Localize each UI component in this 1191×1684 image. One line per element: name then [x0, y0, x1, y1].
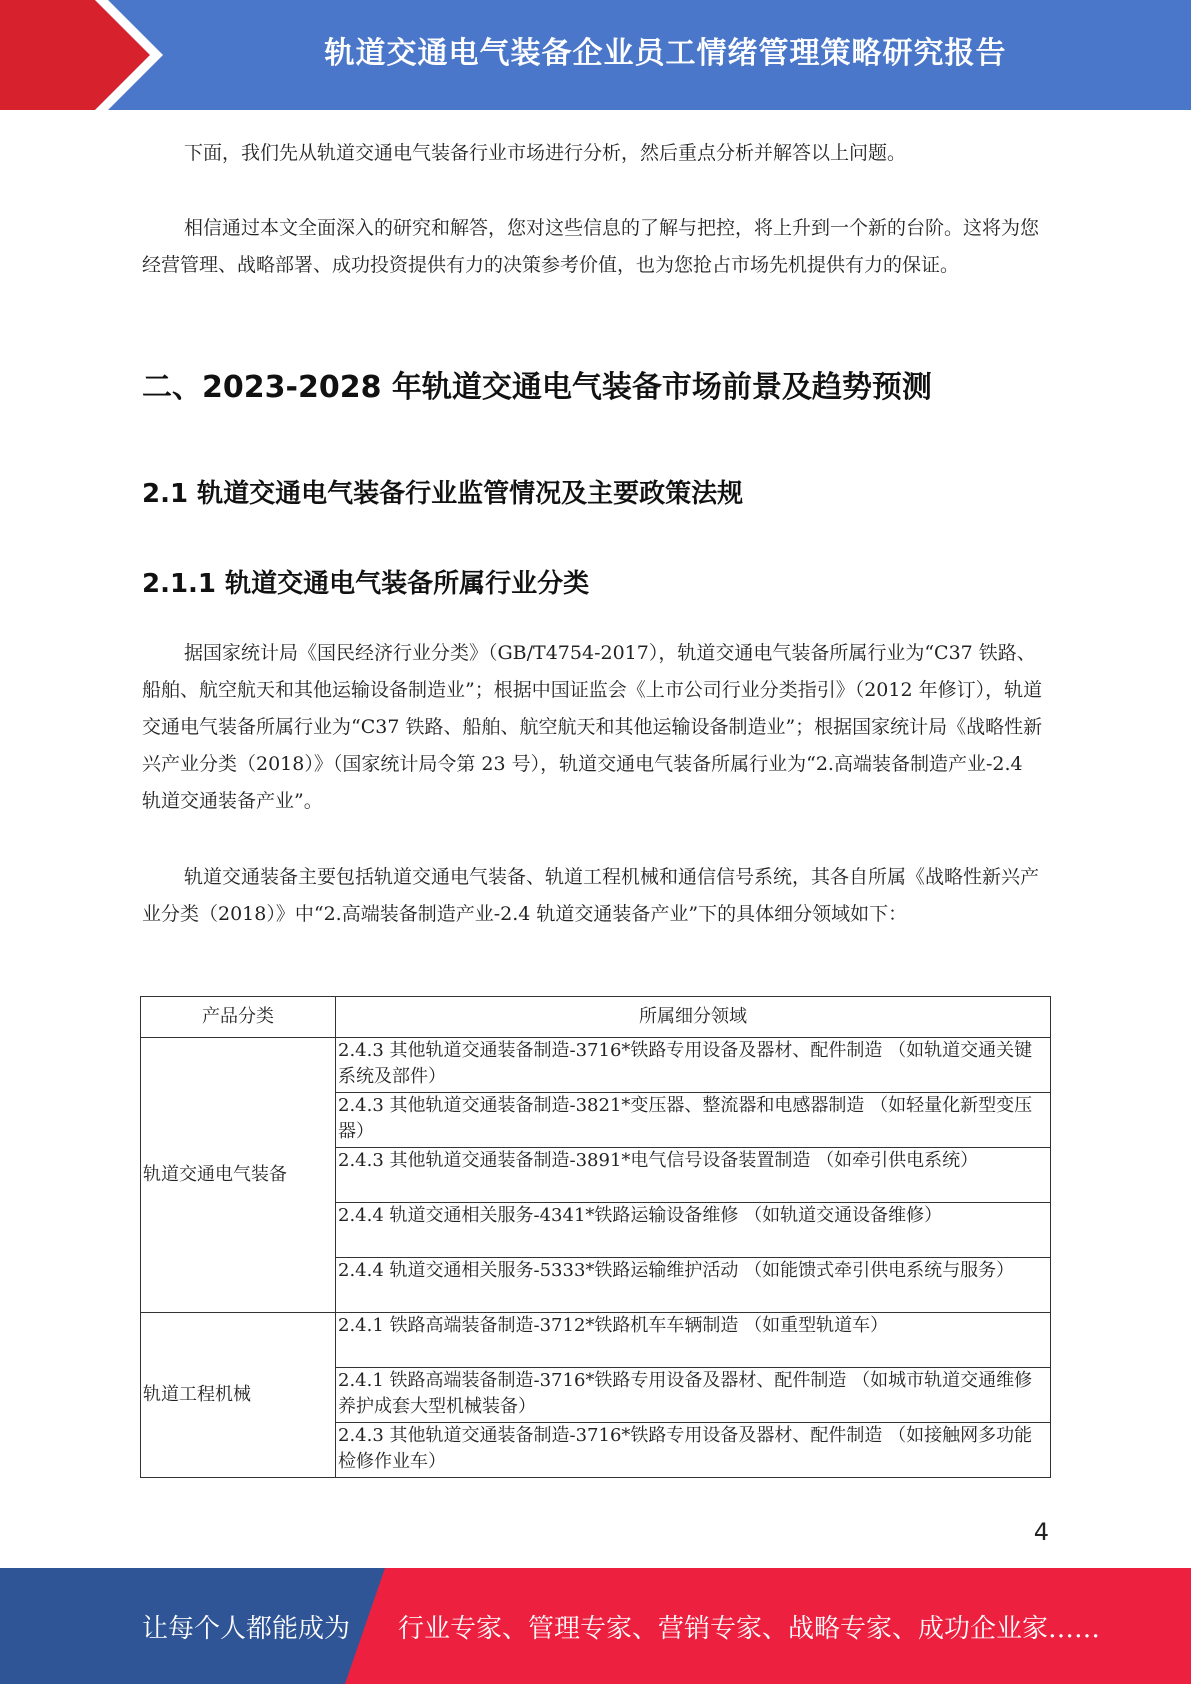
classification-paragraph-block [142, 635, 1047, 820]
table-cell: 2.4.1 铁路高端装备制造-3712*铁路机车车辆制造 （如重型轨道车） [336, 1313, 1051, 1368]
table-cell: 2.4.4 轨道交通相关服务-4341*铁路运输设备维修 （如轨道交通设备维修） [336, 1203, 1051, 1258]
equipment-paragraph: 轨道交通装备主要包括轨道交通电气装备、轨道工程机械和通信信号系统，其各自所属《战略性新兴产业分类（2018）》中“2.高端装备制造产业-2.4 轨道交通装备产业”下的具体细分领域如下： [142, 866, 1040, 925]
section-heading: 二、2023-2028 年轨道交通电气装备市场前景及趋势预测 [142, 370, 932, 405]
table-cell: 2.4.3 其他轨道交通装备制造-3716*铁路专用设备及器材、配件制造 （如轨道交通关键系统及部件） [336, 1038, 1051, 1093]
subsection-heading-2-1-1: 2.1.1 轨道交通电气装备所属行业分类 [142, 569, 590, 599]
table-category-cell: 轨道工程机械 [141, 1313, 336, 1478]
header-title: 轨道交通电气装备企业员工情绪管理策略研究报告 [324, 36, 1007, 71]
table-row [141, 1038, 1051, 1093]
table-cell: 2.4.3 其他轨道交通装备制造-3716*铁路专用设备及器材、配件制造 （如接触网多功能检修作业车） [336, 1423, 1051, 1478]
table-header-row [141, 997, 1051, 1038]
table-category-cell: 轨道交通电气装备 [141, 1038, 336, 1313]
table-header-subfield: 所属细分领域 [336, 997, 1051, 1038]
intro-paragraph-2-block [142, 210, 1047, 284]
classification-paragraph: 据国家统计局《国民经济行业分类》（GB/T4754-2017），轨道交通电气装备所属行业为“C37 铁路、船舶、航空航天和其他运输设备制造业”；根据中国证监会《上市公司行业分类指引》（2012 年修订），轨道交通电气装备所属行业为“C37 铁路、船舶、航空航天和其他运输设备制造业”；根据国家统计局《战略性新兴产业分类（2018）》（国家统计局令第 23 号），轨道交通电气装备所属行业为“2.高端装备制造产业-2.4 轨道交通装备产业”。 [142, 642, 1043, 812]
classification-table [140, 996, 1051, 1478]
table-cell: 2.4.3 其他轨道交通装备制造-3891*电气信号设备装置制造 （如牵引供电系统） [336, 1148, 1051, 1203]
table-cell: 2.4.1 铁路高端装备制造-3716*铁路专用设备及器材、配件制造 （如城市轨道交通维修养护成套大型机械装备） [336, 1368, 1051, 1423]
page-number: 4 [1033, 1518, 1049, 1546]
intro-paragraph-1: 下面，我们先从轨道交通电气装备行业市场进行分析，然后重点分析并解答以上问题。 [184, 142, 907, 164]
equipment-paragraph-block [142, 859, 1047, 933]
subsection-heading-2-1: 2.1 轨道交通电气装备行业监管情况及主要政策法规 [142, 479, 744, 509]
table-row [141, 1313, 1051, 1368]
table-header-category: 产品分类 [141, 997, 336, 1038]
page-footer [0, 1568, 1191, 1684]
intro-paragraph-1-block [142, 135, 1047, 172]
table-cell: 2.4.3 其他轨道交通装备制造-3821*变压器、整流器和电感器制造 （如轻量化新型变压器） [336, 1093, 1051, 1148]
intro-paragraph-2: 相信通过本文全面深入的研究和解答，您对这些信息的了解与把控，将上升到一个新的台阶。这将为您经营管理、战略部署、成功投资提供有力的决策参考价值，也为您抢占市场先机提供有力的保证。 [142, 217, 1040, 276]
table-cell: 2.4.4 轨道交通相关服务-5333*铁路运输维护活动 （如能馈式牵引供电系统与服务） [336, 1258, 1051, 1313]
footer-slogan-right: 行业专家、管理专家、营销专家、战略专家、成功企业家…… [398, 1613, 1101, 1644]
footer-slogan-left: 让每个人都能成为 [142, 1613, 351, 1644]
page-header [0, 0, 1191, 110]
